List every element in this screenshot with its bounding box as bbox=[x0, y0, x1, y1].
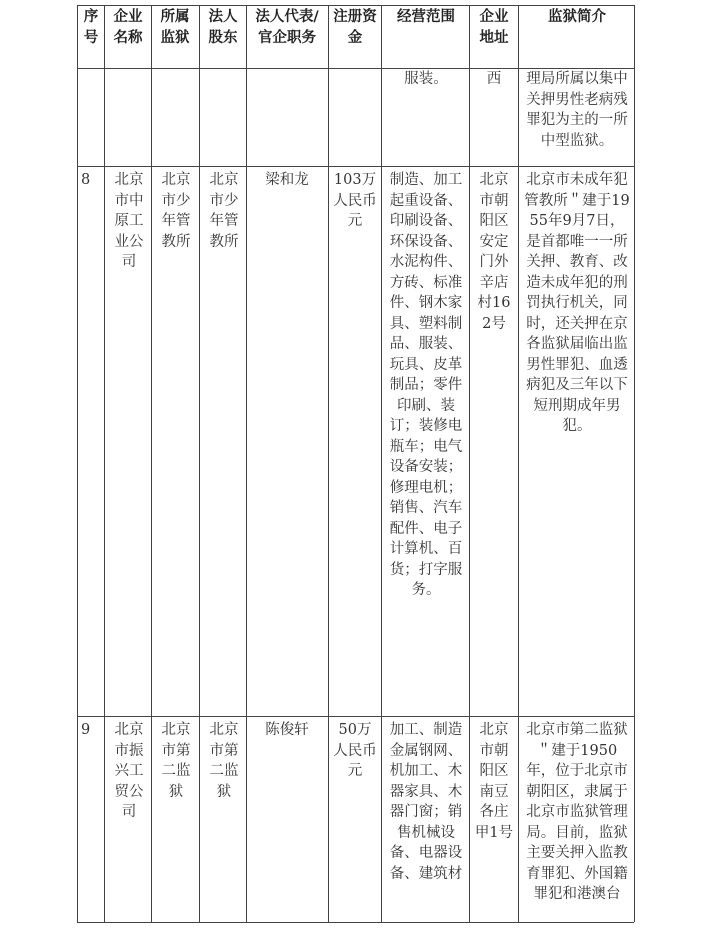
row9-company: 北京市振兴工贸公司 bbox=[114, 722, 144, 820]
row8-address: 北京市朝阳区安定门外辛店村162号 bbox=[477, 172, 511, 332]
row8-prison: 北京市少年管教所 bbox=[161, 172, 191, 250]
grid-line bbox=[246, 5, 247, 922]
grid-line bbox=[77, 922, 634, 923]
header-capital: 注册资金 bbox=[333, 9, 377, 46]
row9-intro: 北京市第二监狱＂建于1950年，位于北京市朝阳区，隶属于北京市监狱管理局。目前，监狱主要关押入监教育罪犯、外国籍罪犯和港澳台 bbox=[526, 722, 628, 902]
row9-seq: 9 bbox=[81, 722, 91, 738]
row8-capital: 103万人民币元 bbox=[333, 172, 377, 229]
header-shareholder: 法人股东 bbox=[208, 9, 238, 46]
header-scope: 经营范围 bbox=[397, 9, 455, 25]
header-company: 企业名称 bbox=[113, 9, 143, 46]
grid-line bbox=[381, 5, 382, 922]
row9-scope: 加工、制造金属钢网、机加工、木器家具、木器门窗；销售机械设备、电器设备、建筑材 bbox=[389, 722, 463, 882]
grid-line bbox=[328, 5, 329, 922]
row0-address: 西 bbox=[486, 71, 502, 87]
grid-line bbox=[634, 5, 635, 922]
header-intro: 监狱简介 bbox=[548, 9, 606, 25]
row8-shareholder: 北京市少年管教所 bbox=[209, 172, 239, 250]
row8-seq: 8 bbox=[81, 172, 91, 188]
header-representative: 法人代表/官企职务 bbox=[255, 9, 319, 46]
header-prison: 所属监狱 bbox=[160, 9, 190, 46]
row8-company: 北京市中原工业公司 bbox=[114, 172, 144, 270]
grid-line bbox=[77, 716, 634, 717]
row9-prison: 北京市第二监狱 bbox=[161, 722, 191, 800]
row9-address: 北京市朝阳区南豆各庄甲1号 bbox=[474, 722, 514, 841]
row9-capital: 50万人民币元 bbox=[333, 722, 377, 779]
grid-line bbox=[77, 166, 634, 167]
grid-line bbox=[104, 5, 105, 922]
row8-intro: 北京市未成年犯管教所＂建于1955年9月7日，是首都唯一一所关押、教育、改造未成年犯的刑罚执行机关，同时，还关押在京各监狱届临出监男性罪犯、血透病犯及三年以下短刑期成年男犯。 bbox=[524, 172, 630, 434]
row0-intro: 理局所属以集中关押男性老病残罪犯为主的一所中型监狱。 bbox=[526, 71, 628, 149]
header-seq: 序号 bbox=[83, 9, 99, 46]
grid-line bbox=[199, 5, 200, 922]
row9-representative: 陈俊轩 bbox=[265, 722, 309, 738]
grid-line bbox=[469, 5, 470, 922]
grid-line bbox=[77, 5, 634, 6]
header-address: 企业地址 bbox=[479, 9, 509, 46]
grid-line bbox=[77, 5, 78, 922]
grid-line bbox=[518, 5, 519, 922]
row8-scope: 制造、加工起重设备、印刷设备、环保设备、水泥构件、方砖、标准件、钢木家具、塑料制品、服装、玩具、皮革制品；零件印刷、装订；装修电瓶车；电气设备安装；修理电机；销售、汽车配件、电子计算机、百货；打字服务。 bbox=[389, 172, 463, 598]
grid-line bbox=[151, 5, 152, 922]
row8-representative: 梁和龙 bbox=[265, 172, 309, 188]
row0-scope: 服装。 bbox=[404, 71, 448, 87]
row9-shareholder: 北京市第二监狱 bbox=[209, 722, 239, 800]
